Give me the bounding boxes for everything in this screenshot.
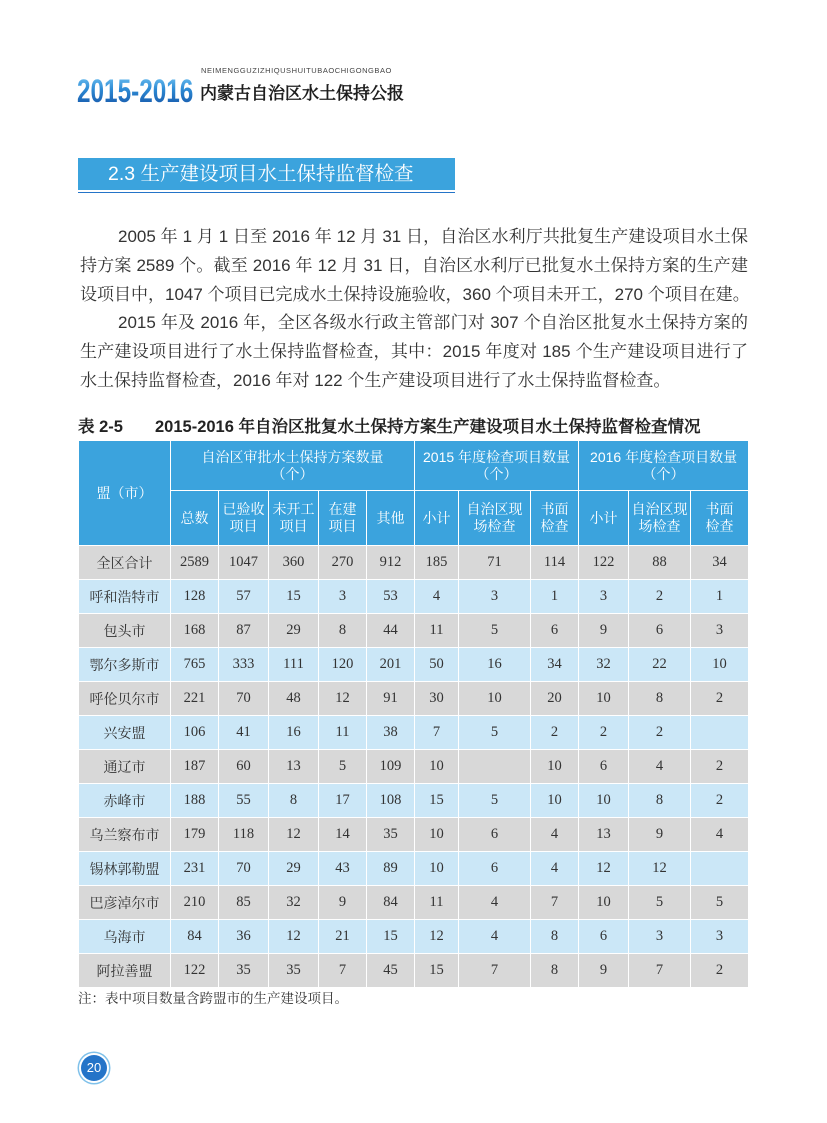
- value-cell: 5: [629, 886, 691, 920]
- table-row: [79, 818, 749, 852]
- value-cell: 11: [415, 614, 459, 648]
- value-cell: 12: [319, 682, 367, 716]
- value-cell: 10: [459, 682, 531, 716]
- value-cell: 168: [171, 614, 219, 648]
- value-cell: 91: [367, 682, 415, 716]
- value-cell: 3: [691, 614, 749, 648]
- value-cell: 11: [415, 886, 459, 920]
- value-cell: 70: [219, 852, 269, 886]
- value-cell: 912: [367, 546, 415, 580]
- value-cell: 333: [219, 648, 269, 682]
- table-subheader-row: [79, 491, 749, 546]
- value-cell: 9: [579, 954, 629, 988]
- value-cell: 12: [579, 852, 629, 886]
- value-cell: 84: [171, 920, 219, 954]
- value-cell: 16: [269, 716, 319, 750]
- value-cell: 17: [319, 784, 367, 818]
- header-pinyin: NEIMENGGUZIZHIQUSHUITUBAOCHIGONGBAO: [201, 66, 392, 75]
- header-under-construction: 在建 项目: [319, 491, 367, 546]
- region-name-cell: 全区合计: [79, 546, 171, 580]
- value-cell: 4: [531, 818, 579, 852]
- paragraph-line: 2015 年及 2016 年，全区各级水行政主管部门对 307 个自治区批复水土保持方案的: [118, 313, 748, 333]
- value-cell: 35: [367, 818, 415, 852]
- paragraph-line: 2005 年 1 月 1 日至 2016 年 12 月 31 日，自治区水利厅共批复生产建设项目水土保: [118, 227, 748, 246]
- section-title: 2.3 生产建设项目水土保持监督检查: [78, 158, 455, 190]
- header-group-approved: 自治区审批水土保持方案数量 （个）: [171, 441, 415, 491]
- value-cell: 8: [269, 784, 319, 818]
- value-cell: 7: [415, 716, 459, 750]
- supervision-table: [78, 440, 749, 988]
- value-cell: 71: [459, 546, 531, 580]
- header-group-2016: 2016 年度检查项目数量 （个）: [579, 441, 749, 491]
- value-cell: 15: [415, 784, 459, 818]
- value-cell: 57: [219, 580, 269, 614]
- table-row: [79, 614, 749, 648]
- table-row: [79, 750, 749, 784]
- table-caption-label: 表 2-5: [78, 418, 123, 436]
- value-cell: 8: [319, 614, 367, 648]
- table-body: [79, 546, 749, 988]
- value-cell: 109: [367, 750, 415, 784]
- header-accepted: 已验收 项目: [219, 491, 269, 546]
- header-2015-written-check: 书面 检查: [531, 491, 579, 546]
- header-not-started: 未开工 项目: [269, 491, 319, 546]
- region-name-cell: 鄂尔多斯市: [79, 648, 171, 682]
- region-name-cell: 巴彦淖尔市: [79, 886, 171, 920]
- value-cell: 44: [367, 614, 415, 648]
- region-name-cell: 通辽市: [79, 750, 171, 784]
- value-cell: 15: [367, 920, 415, 954]
- value-cell: 2: [691, 954, 749, 988]
- value-cell: 35: [219, 954, 269, 988]
- value-cell: 114: [531, 546, 579, 580]
- value-cell: 185: [415, 546, 459, 580]
- value-cell: 8: [629, 784, 691, 818]
- value-cell: 12: [629, 852, 691, 886]
- paragraph-line: 生产建设项目进行了水土保持监督检查，其中：2015 年度对 185 个生产建设项目进行了: [80, 342, 748, 362]
- value-cell: 8: [531, 920, 579, 954]
- value-cell: 36: [219, 920, 269, 954]
- value-cell: 111: [269, 648, 319, 682]
- value-cell: 9: [629, 818, 691, 852]
- value-cell: 6: [629, 614, 691, 648]
- header-other: 其他: [367, 491, 415, 546]
- value-cell: 85: [219, 886, 269, 920]
- value-cell: 122: [171, 954, 219, 988]
- value-cell: 2: [531, 716, 579, 750]
- region-name-cell: 呼和浩特市: [79, 580, 171, 614]
- value-cell: 41: [219, 716, 269, 750]
- value-cell: 6: [579, 750, 629, 784]
- value-cell: 50: [415, 648, 459, 682]
- value-cell: 5: [459, 784, 531, 818]
- header-2016-subtotal: 小计: [579, 491, 629, 546]
- value-cell: 2: [691, 750, 749, 784]
- value-cell: 34: [531, 648, 579, 682]
- header-2015-subtotal: 小计: [415, 491, 459, 546]
- table-row: [79, 852, 749, 886]
- header-year-range: 2015-2016: [77, 73, 194, 109]
- value-cell: 29: [269, 852, 319, 886]
- region-name-cell: 呼伦贝尔市: [79, 682, 171, 716]
- value-cell: 6: [459, 852, 531, 886]
- value-cell: [691, 716, 749, 750]
- value-cell: 38: [367, 716, 415, 750]
- value-cell: 5: [319, 750, 367, 784]
- page-number: 20: [81, 1055, 107, 1081]
- value-cell: 3: [629, 920, 691, 954]
- table-row: [79, 580, 749, 614]
- value-cell: 20: [531, 682, 579, 716]
- value-cell: 45: [367, 954, 415, 988]
- value-cell: [459, 750, 531, 784]
- value-cell: 187: [171, 750, 219, 784]
- section-title-rule: [78, 192, 455, 193]
- value-cell: 2: [629, 580, 691, 614]
- value-cell: 11: [319, 716, 367, 750]
- value-cell: 4: [531, 852, 579, 886]
- region-name-cell: 乌海市: [79, 920, 171, 954]
- table-row: [79, 716, 749, 750]
- value-cell: [691, 852, 749, 886]
- header-2016-written-check: 书面 检查: [691, 491, 749, 546]
- table-caption-title: 2015-2016 年自治区批复水土保持方案生产建设项目水土保持监督检查情况: [155, 418, 701, 436]
- region-name-cell: 兴安盟: [79, 716, 171, 750]
- region-name-cell: 赤峰市: [79, 784, 171, 818]
- value-cell: 34: [691, 546, 749, 580]
- paragraph-line: 持方案 2589 个。截至 2016 年 12 月 31 日，自治区水利厅已批复水土保持方案的生产建: [80, 255, 748, 275]
- value-cell: 35: [269, 954, 319, 988]
- value-cell: 8: [531, 954, 579, 988]
- value-cell: 2: [691, 784, 749, 818]
- table-row: [79, 682, 749, 716]
- value-cell: 3: [319, 580, 367, 614]
- value-cell: 270: [319, 546, 367, 580]
- table-row: [79, 546, 749, 580]
- value-cell: 89: [367, 852, 415, 886]
- region-name-cell: 乌兰察布市: [79, 818, 171, 852]
- value-cell: 360: [269, 546, 319, 580]
- value-cell: 9: [579, 614, 629, 648]
- value-cell: 5: [691, 886, 749, 920]
- value-cell: 6: [579, 920, 629, 954]
- value-cell: 2: [629, 716, 691, 750]
- body-text: [80, 223, 748, 396]
- value-cell: 32: [579, 648, 629, 682]
- value-cell: 3: [579, 580, 629, 614]
- value-cell: 2: [691, 682, 749, 716]
- value-cell: 48: [269, 682, 319, 716]
- value-cell: 22: [629, 648, 691, 682]
- value-cell: 10: [415, 750, 459, 784]
- paragraph-2: [80, 309, 748, 395]
- paragraph-line: 水土保持监督检查，2016 年对 122 个生产建设项目进行了水土保持监督检查。: [80, 370, 671, 390]
- value-cell: 87: [219, 614, 269, 648]
- value-cell: 120: [319, 648, 367, 682]
- value-cell: 10: [415, 852, 459, 886]
- value-cell: 6: [459, 818, 531, 852]
- value-cell: 15: [269, 580, 319, 614]
- value-cell: 5: [459, 716, 531, 750]
- value-cell: 3: [691, 920, 749, 954]
- value-cell: 13: [579, 818, 629, 852]
- value-cell: 4: [691, 818, 749, 852]
- value-cell: 4: [415, 580, 459, 614]
- table-row: [79, 648, 749, 682]
- header-2015-onsite-check: 自治区现 场检查: [459, 491, 531, 546]
- value-cell: 4: [629, 750, 691, 784]
- value-cell: 30: [415, 682, 459, 716]
- value-cell: 188: [171, 784, 219, 818]
- value-cell: 12: [269, 818, 319, 852]
- value-cell: 3: [459, 580, 531, 614]
- value-cell: 10: [579, 682, 629, 716]
- header-total: 总数: [171, 491, 219, 546]
- value-cell: 10: [579, 886, 629, 920]
- header-2016-onsite-check: 自治区现 场检查: [629, 491, 691, 546]
- table-row: [79, 954, 749, 988]
- paragraph-line: 设项目中，1047 个项目已完成水土保持设施验收，360 个项目未开工，270 个项目在建。: [80, 284, 750, 304]
- value-cell: 10: [691, 648, 749, 682]
- table-note: 注：表中项目数量含跨盟市的生产建设项目。: [78, 991, 348, 1006]
- value-cell: 201: [367, 648, 415, 682]
- value-cell: 7: [531, 886, 579, 920]
- value-cell: 15: [415, 954, 459, 988]
- table-header-row: [79, 441, 749, 491]
- value-cell: 210: [171, 886, 219, 920]
- value-cell: 43: [319, 852, 367, 886]
- value-cell: 7: [319, 954, 367, 988]
- header-group-2015: 2015 年度检查项目数量 （个）: [415, 441, 579, 491]
- value-cell: 4: [459, 920, 531, 954]
- publication-title: 内蒙古自治区水土保持公报: [200, 84, 404, 103]
- table-row: [79, 886, 749, 920]
- value-cell: 221: [171, 682, 219, 716]
- value-cell: 8: [629, 682, 691, 716]
- value-cell: 1047: [219, 546, 269, 580]
- value-cell: 55: [219, 784, 269, 818]
- value-cell: 5: [459, 614, 531, 648]
- value-cell: 10: [415, 818, 459, 852]
- value-cell: 16: [459, 648, 531, 682]
- value-cell: 122: [579, 546, 629, 580]
- table-row: [79, 784, 749, 818]
- value-cell: 128: [171, 580, 219, 614]
- value-cell: 60: [219, 750, 269, 784]
- value-cell: 12: [269, 920, 319, 954]
- value-cell: 70: [219, 682, 269, 716]
- value-cell: 53: [367, 580, 415, 614]
- value-cell: 13: [269, 750, 319, 784]
- value-cell: 2: [579, 716, 629, 750]
- value-cell: 231: [171, 852, 219, 886]
- value-cell: 14: [319, 818, 367, 852]
- value-cell: 32: [269, 886, 319, 920]
- value-cell: 7: [629, 954, 691, 988]
- value-cell: 7: [459, 954, 531, 988]
- value-cell: 9: [319, 886, 367, 920]
- value-cell: 1: [691, 580, 749, 614]
- value-cell: 765: [171, 648, 219, 682]
- value-cell: 108: [367, 784, 415, 818]
- table-row: [79, 920, 749, 954]
- region-name-cell: 阿拉善盟: [79, 954, 171, 988]
- paragraph-1: [80, 223, 748, 309]
- value-cell: 88: [629, 546, 691, 580]
- value-cell: 179: [171, 818, 219, 852]
- region-name-cell: 包头市: [79, 614, 171, 648]
- value-cell: 84: [367, 886, 415, 920]
- header-region: 盟（市）: [79, 441, 171, 546]
- value-cell: 4: [459, 886, 531, 920]
- value-cell: 12: [415, 920, 459, 954]
- value-cell: 10: [531, 750, 579, 784]
- value-cell: 6: [531, 614, 579, 648]
- value-cell: 29: [269, 614, 319, 648]
- value-cell: 21: [319, 920, 367, 954]
- value-cell: 10: [579, 784, 629, 818]
- value-cell: 2589: [171, 546, 219, 580]
- value-cell: 10: [531, 784, 579, 818]
- region-name-cell: 锡林郭勒盟: [79, 852, 171, 886]
- value-cell: 118: [219, 818, 269, 852]
- value-cell: 1: [531, 580, 579, 614]
- value-cell: 106: [171, 716, 219, 750]
